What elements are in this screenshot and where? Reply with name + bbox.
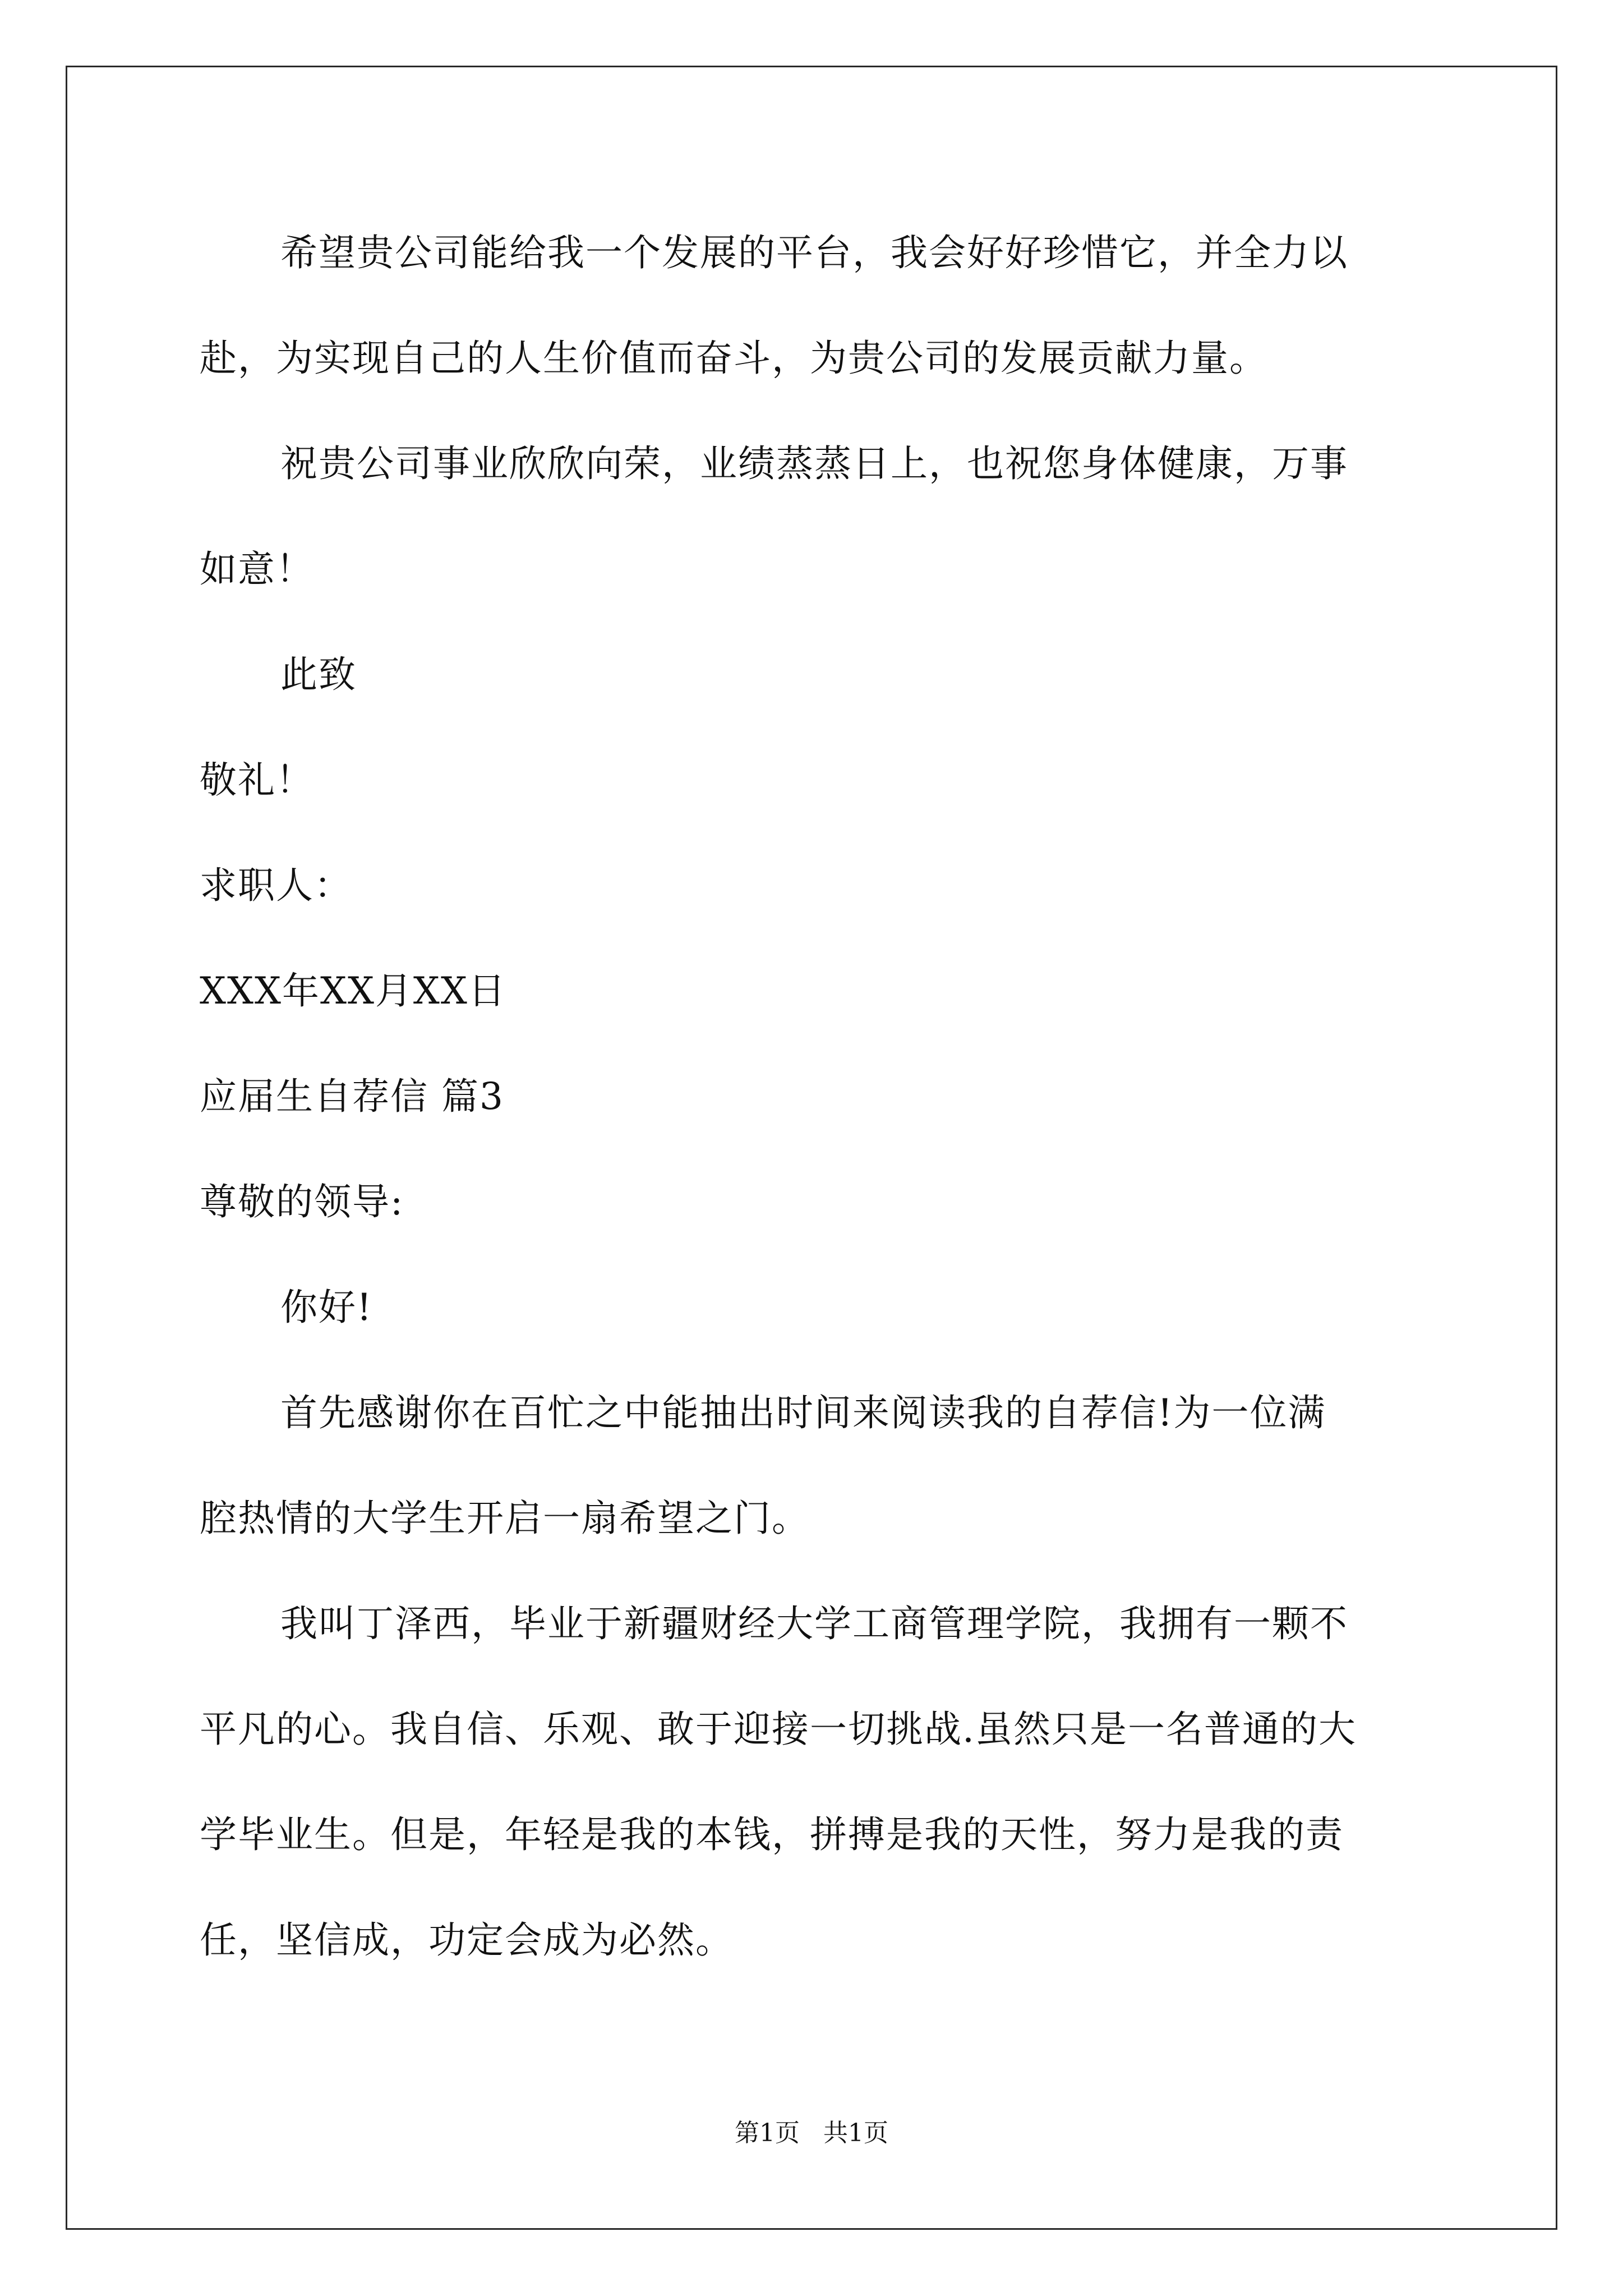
closing-regards: 敬礼！	[200, 758, 314, 802]
body-line: 腔热情的大学生开启一扇希望之门。	[200, 1497, 810, 1540]
section-title: 应届生自荐信 篇3	[200, 1075, 504, 1118]
body-line: 祝贵公司事业欣欣向荣，业绩蒸蒸日上，也祝您身体健康，万事	[280, 442, 1348, 485]
body-line: 希望贵公司能给我一个发展的平台，我会好好珍惜它，并全力以	[280, 231, 1348, 274]
applicant-label: 求职人：	[200, 864, 352, 907]
date-line: XXX年XX月XX日	[200, 969, 506, 1013]
body-line: 如意！	[200, 547, 314, 591]
body-line: 我叫丁泽西，毕业于新疆财经大学工商管理学院，我拥有一颗不	[280, 1602, 1348, 1645]
page-footer: 第1页 共1页	[735, 2119, 888, 2147]
body-line: 平凡的心。我自信、乐观、敢于迎接一切挑战.虽然只是一名普通的大	[200, 1708, 1357, 1751]
body-line: 首先感谢你在百忙之中能抽出时间来阅读我的自荐信!为一位满	[280, 1391, 1326, 1434]
hello-line: 你好!	[280, 1286, 373, 1329]
greeting: 尊敬的领导:	[200, 1180, 404, 1223]
body-line: 学毕业生。但是，年轻是我的本钱，拼搏是我的天性，努力是我的责	[200, 1813, 1344, 1856]
body-line: 赴，为实现自己的人生价值而奋斗，为贵公司的发展贡献力量。	[200, 337, 1267, 380]
closing-salutation: 此致	[280, 653, 357, 696]
page-border	[66, 66, 1557, 2230]
body-line: 任，坚信成，功定会成为必然。	[200, 1918, 734, 1962]
